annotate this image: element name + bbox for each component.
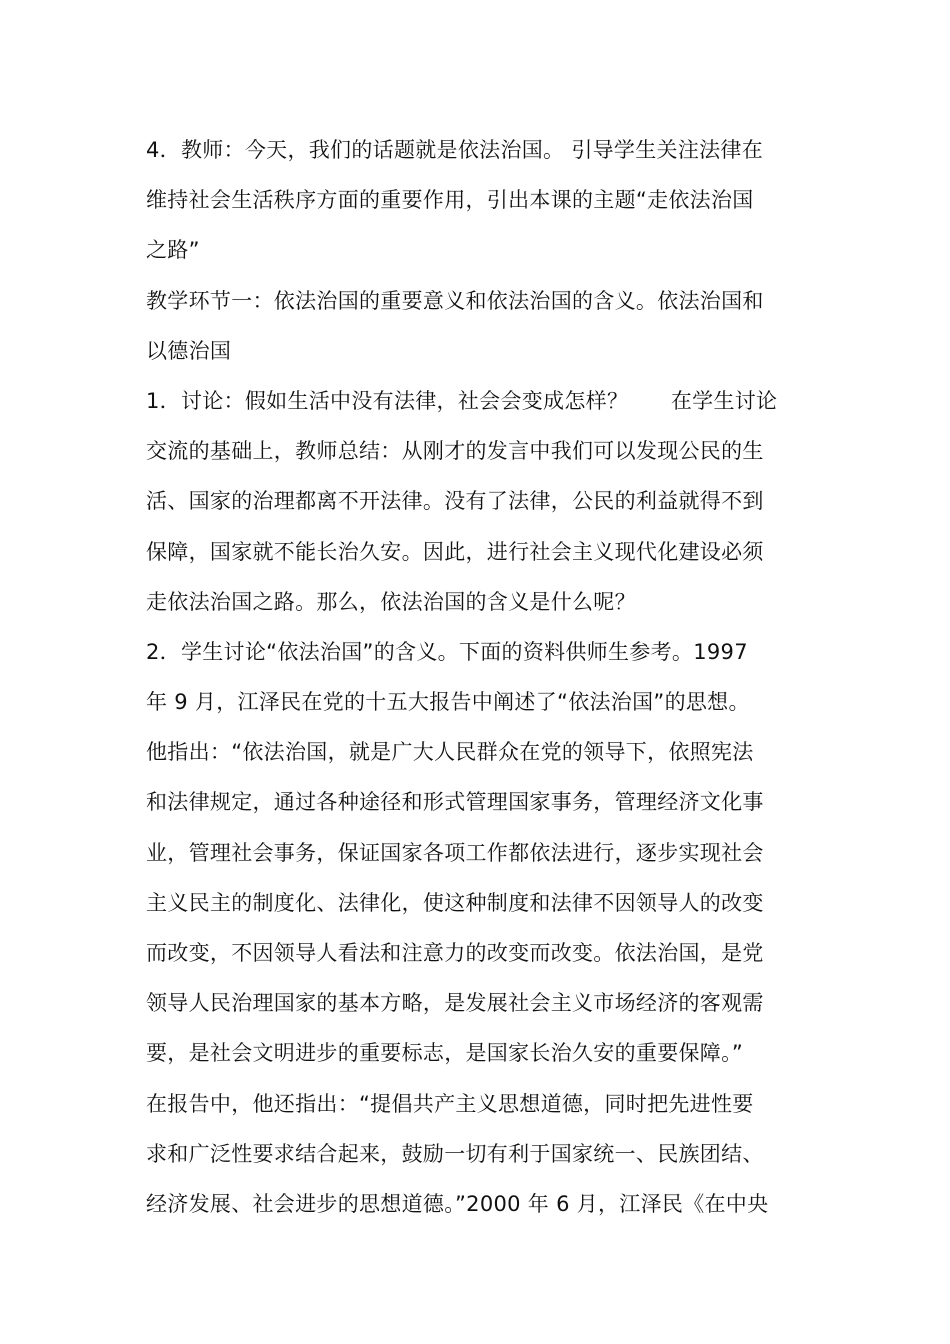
text-line: 求和广泛性要求结合起来，鼓励一切有利于国家统一、民族团结、 [146, 1141, 764, 1166]
paragraph-teaching-section-one [146, 276, 811, 376]
text-line: 1．讨论：假如生活中没有法律，社会会变成怎样？ 在学生讨论 [146, 388, 778, 413]
paragraph-discussion-one [146, 376, 811, 627]
text-line: 要，是社会文明进步的重要标志，是国家长治久安的重要保障。” [146, 1041, 744, 1066]
text-line: 经济发展、社会进步的思想道德。”2000 年 6 月，江泽民《在中央 [146, 1191, 769, 1216]
text-line: 在报告中，他还指出：“提倡共产主义思想道德，同时把先进性要 [146, 1091, 754, 1116]
text-line: 活、国家的治理都离不开法律。没有了法律，公民的利益就得不到 [146, 489, 764, 514]
text-line: 维持社会生活秩序方面的重要作用，引出本课的主题“走依法治国 [146, 188, 754, 213]
text-line: 教学环节一：依法治国的重要意义和依法治国的含义。依法治国和 [146, 288, 764, 313]
text-line: 而改变，不因领导人看法和注意力的改变而改变。依法治国，是党 [146, 941, 764, 965]
text-line: 他指出：“依法治国，就是广大人民群众在党的领导下，依照宪法 [146, 740, 754, 765]
text-line: 交流的基础上，教师总结：从刚才的发言中我们可以发现公民的生 [146, 439, 764, 464]
document-body [146, 125, 811, 1229]
text-line: 业，管理社会事务，保证国家各项工作都依法进行，逐步实现社会 [146, 840, 764, 865]
text-line: 年 9 月，江泽民在党的十五大报告中阐述了“依法治国”的思想。 [146, 690, 750, 715]
text-line: 和法律规定，通过各种途径和形式管理国家事务，管理经济文化事 [146, 790, 764, 815]
text-line: 2．学生讨论“依法治国”的含义。下面的资料供师生参考。1997 [146, 639, 748, 664]
text-line: 以德治国 [146, 338, 232, 363]
text-line: 之路” [146, 238, 200, 263]
text-line: 主义民主的制度化、法律化，使这种制度和法律不因领导人的改变 [146, 890, 764, 915]
text-line: 4．教师：今天，我们的话题就是依法治国。 引导学生关注法律在 [146, 138, 764, 162]
text-line: 保障，国家就不能长治久安。因此，进行社会主义现代化建设必须 [146, 539, 764, 564]
paragraph-discussion-two [146, 627, 811, 1229]
text-line: 领导人民治理国家的基本方略，是发展社会主义市场经济的客观需 [146, 991, 764, 1016]
paragraph-teacher-topic [146, 125, 811, 276]
text-line: 走依法治国之路。那么，依法治国的含义是什么呢？ [146, 589, 636, 614]
